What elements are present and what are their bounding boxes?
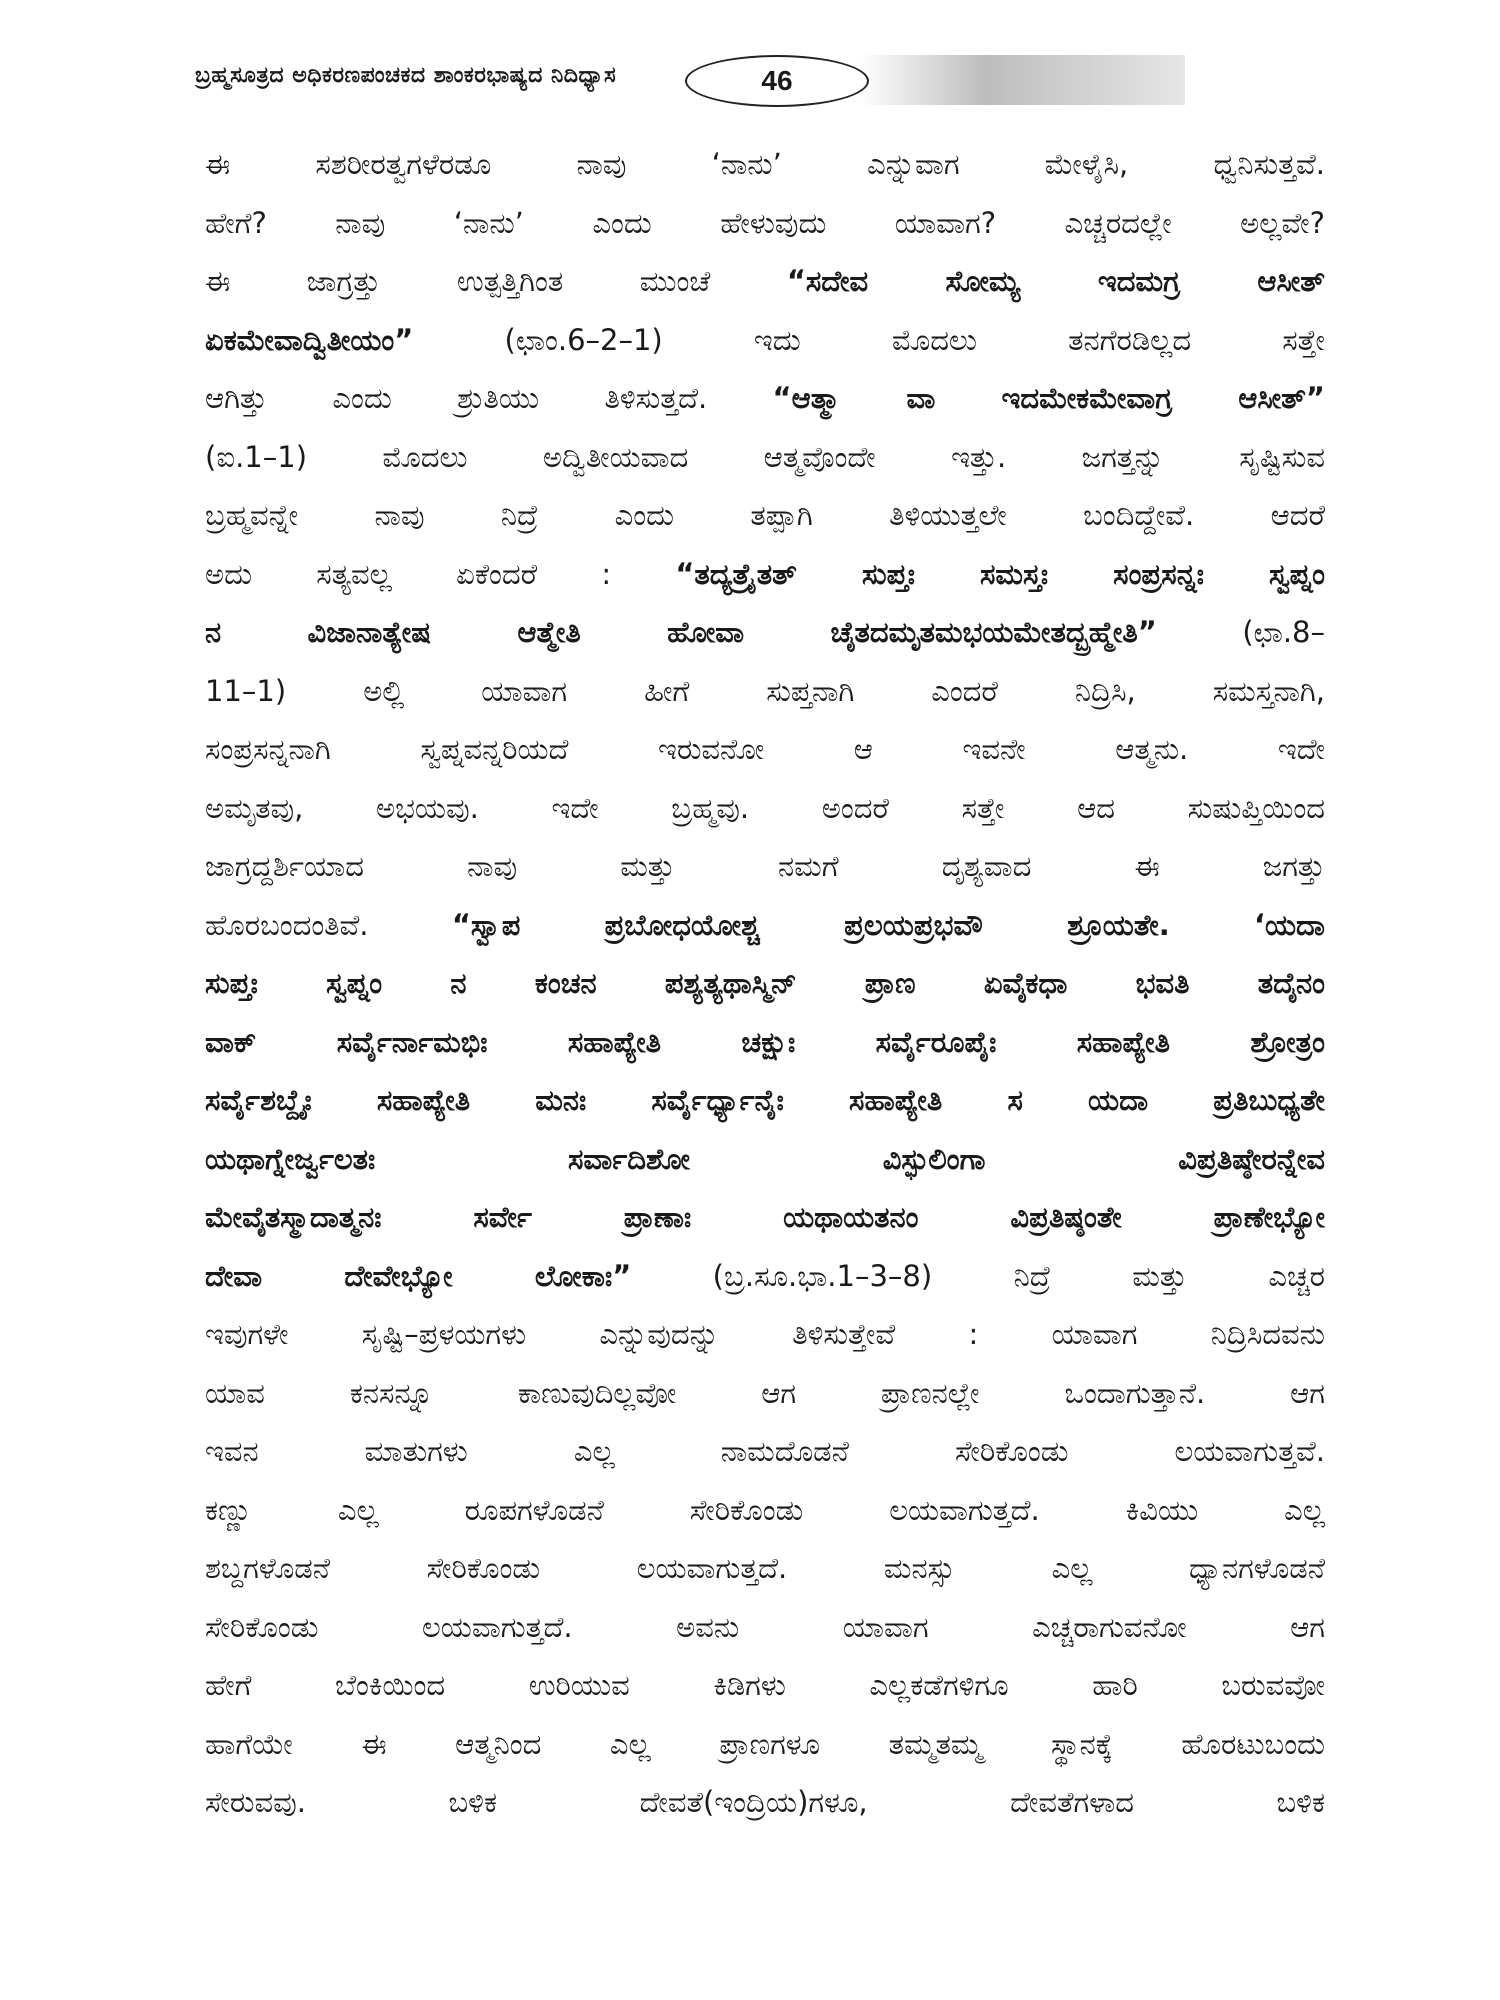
text-line xyxy=(205,720,1325,779)
page-header xyxy=(195,55,1195,115)
body-text xyxy=(205,135,1325,1832)
prose-text: ಈ ಸಶರೀರತ್ವಗಳೆರಡೂ ನಾವು ‘ನಾನು’ ಎನ್ನುವಾಗ ಮೇಳೈಸಿ, ಧ್ವನಿಸುತ್ತವೆ. xyxy=(205,147,1325,181)
text-line xyxy=(205,603,1325,662)
prose-text: ಅದು ಸತ್ಯವಲ್ಲ ಏಕೆಂದರೆ : xyxy=(205,556,676,591)
text-line xyxy=(205,1071,1325,1130)
quotation-text: ಸರ್ವೈಶಬ್ದೈಃ ಸಹಾಪ್ಯೇತಿ ಮನಃ ಸರ್ವೈರ್ಧ್ಯಾನೈಃ ಸಹಾಪ್ಯೇತಿ ಸ ಯದಾ ಪ್ರತಿಬುಧ್ಯತೇ xyxy=(205,1083,1325,1117)
text-line xyxy=(205,1481,1325,1540)
text-line xyxy=(205,1773,1325,1832)
text-line xyxy=(205,311,1325,370)
text-line xyxy=(205,1539,1325,1598)
text-line xyxy=(205,1130,1325,1189)
page-number-banner xyxy=(685,55,1185,105)
prose-text: ಇವನ ಮಾತುಗಳು ಎಲ್ಲ ನಾಮದೊಡನೆ ಸೇರಿಕೊಂಡು ಲಯವಾಗುತ್ತವೆ. xyxy=(205,1434,1325,1468)
prose-text: ಸೇರಿಕೊಂಡು ಲಯವಾಗುತ್ತದೆ. ಅವನು ಯಾವಾಗ ಎಚ್ಚರಾಗುವನೋ ಆಗ xyxy=(205,1609,1325,1644)
prose-text: (ಛಾ.8– xyxy=(1156,615,1325,649)
prose-text: (ಬ್ರ.ಸೂ.ಭಾ.1–3–8) ನಿದ್ರೆ ಮತ್ತು ಎಚ್ಚರ xyxy=(631,1258,1325,1293)
prose-text: ಹೇಗೆ? ನಾವು ‘ನಾನು’ ಎಂದು ಹೇಳುವುದು ಯಾವಾಗ? ಎಚ್ಚರದಲ್ಲೇ ಅಲ್ಲವೇ? xyxy=(205,205,1325,240)
prose-text: ಶಬ್ದಗಳೊಡನೆ ಸೇರಿಕೊಂಡು ಲಯವಾಗುತ್ತದೆ. ಮನಸ್ಸು ಎಲ್ಲ ಧ್ಯಾನಗಳೊಡನೆ xyxy=(205,1551,1325,1585)
text-line xyxy=(205,1364,1325,1423)
text-line xyxy=(205,954,1325,1013)
text-line xyxy=(205,1247,1325,1306)
text-line xyxy=(205,252,1325,311)
text-line xyxy=(205,545,1325,604)
text-line xyxy=(205,896,1325,955)
prose-text: ಈ ಜಾಗ್ರತ್ತು ಉತ್ಪತ್ತಿಗಿಂತ ಮುಂಚೆ xyxy=(205,264,787,298)
text-line xyxy=(205,1013,1325,1072)
quotation-text: “ಸದೇವ ಸೋಮ್ಯ ಇದಮಗ್ರ ಆಸೀತ್ xyxy=(786,264,1325,298)
prose-text: (ಐ.1–1) ಮೊದಲು ಅದ್ವಿತೀಯವಾದ ಆತ್ಮವೊಂದೇ ಇತ್ತು. ಜಗತ್ತನ್ನು ಸೃಷ್ಟಿಸುವ xyxy=(205,439,1325,474)
prose-text: ಆಗಿತ್ತು ಎಂದು ಶ್ರುತಿಯು ತಿಳಿಸುತ್ತದೆ. xyxy=(205,381,773,415)
prose-text: ಸಂಪ್ರಸನ್ನನಾಗಿ ಸ್ವಪ್ನವನ್ನರಿಯದೆ ಇರುವನೋ ಆ ಇವನೇ ಆತ್ಮನು. ಇದೇ xyxy=(205,732,1325,766)
text-line xyxy=(205,1305,1325,1364)
text-line xyxy=(205,486,1325,545)
text-line xyxy=(205,194,1325,253)
quotation-text: ಸುಪ್ತಃ ಸ್ವಪ್ನಂ ನ ಕಂಚನ ಪಶ್ಯತ್ಯಥಾಸ್ಮಿನ್ ಪ್ರಾಣ ಏವೈಕಧಾ ಭವತಿ ತದೈನಂ xyxy=(205,966,1325,1000)
text-line xyxy=(205,1422,1325,1481)
text-line xyxy=(205,1715,1325,1774)
prose-text: ಕಣ್ಣು ಎಲ್ಲ ರೂಪಗಳೊಡನೆ ಸೇರಿಕೊಂಡು ಲಯವಾಗುತ್ತದೆ. ಕಿವಿಯು ಎಲ್ಲ xyxy=(205,1492,1325,1527)
text-line xyxy=(205,1188,1325,1247)
prose-text: ಇವುಗಳೇ ಸೃಷ್ಟಿ–ಪ್ರಳಯಗಳು ಎನ್ನುವುದನ್ನು ತಿಳಿಸುತ್ತೇವೆ : ಯಾವಾಗ ನಿದ್ರಿಸಿದವನು xyxy=(205,1317,1325,1351)
page-number: 46 xyxy=(685,55,869,107)
prose-text: ಬ್ರಹ್ಮವನ್ನೇ ನಾವು ನಿದ್ರೆ ಎಂದು ತಪ್ಪಾಗಿ ತಿಳಿಯುತ್ತಲೇ ಬಂದಿದ್ದೇವೆ. ಆದರೆ xyxy=(205,498,1325,532)
text-line xyxy=(205,1656,1325,1715)
prose-text: ಜಾಗ್ರದ್ದರ್ಶಿಯಾದ ನಾವು ಮತ್ತು ನಮಗೆ ದೃಶ್ಯವಾದ ಈ ಜಗತ್ತು xyxy=(205,849,1325,883)
prose-text: ಯಾವ ಕನಸನ್ನೂ ಕಾಣುವುದಿಲ್ಲವೋ ಆಗ ಪ್ರಾಣನಲ್ಲೇ ಒಂದಾಗುತ್ತಾನೆ. ಆಗ xyxy=(205,1375,1325,1410)
quotation-text: “ತದ್ಯತ್ರೈತತ್ ಸುಪ್ತಃ ಸಮಸ್ತಃ ಸಂಪ್ರಸನ್ನಃ ಸ್ವಪ್ನಂ xyxy=(675,556,1325,591)
quotation-text: “ಸ್ವಾಪ ಪ್ರಬೋಧಯೋಶ್ಚ ಪ್ರಲಯಪ್ರಭವೌ ಶ್ರೂಯತೇ. ‘ಯದಾ xyxy=(451,907,1325,942)
prose-text: ಹೇಗೆ ಬೆಂಕಿಯಿಂದ ಉರಿಯುವ ಕಿಡಿಗಳು ಎಲ್ಲಕಡೆಗಳಿಗೂ ಹಾರಿ ಬರುವವೋ xyxy=(205,1668,1325,1702)
prose-text: 11–1) ಅಲ್ಲಿ ಯಾವಾಗ ಹೀಗೆ ಸುಪ್ತನಾಗಿ ಎಂದರೆ ನಿದ್ರಿಸಿ, ಸಮಸ್ತನಾಗಿ, xyxy=(205,673,1325,708)
prose-text: (ಛಾಂ.6–2–1) ಇದು ಮೊದಲು ತನಗೆರಡಿಲ್ಲದ ಸತ್ತೇ xyxy=(413,322,1325,357)
text-line xyxy=(205,837,1325,896)
text-line xyxy=(205,1598,1325,1657)
quotation-text: ನ ವಿಜಾನಾತ್ಯೇಷ ಆತ್ಮೇತಿ ಹೋವಾ ಚೈತದಮೃತಮಭಯಮೇತದ್ಬ್ರಹ್ಮೇತಿ” xyxy=(205,615,1157,649)
text-line xyxy=(205,428,1325,487)
quotation-text: ವಾಕ್ ಸರ್ವೈರ್ನಾಮಭಿಃ ಸಹಾಪ್ಯೇತಿ ಚಕ್ಷುಃ ಸರ್ವೈರೂಪೈಃ ಸಹಾಪ್ಯೇತಿ ಶ್ರೋತ್ರಂ xyxy=(205,1024,1325,1059)
text-line xyxy=(205,135,1325,194)
quotation-text: ಏಕಮೇವಾದ್ವಿತೀಯಂ” xyxy=(205,322,414,357)
text-line xyxy=(205,369,1325,428)
quotation-text: ಯಥಾಗ್ನೇರ್ಜ್ವಲತಃ ಸರ್ವಾದಿಶೋ ವಿಸ್ಫುಲಿಂಗಾ ವಿಪ್ರತಿಷ್ಠೇರನ್ನೇವ xyxy=(205,1141,1325,1176)
prose-text: ಅಮೃತವು, ಅಭಯವು. ಇದೇ ಬ್ರಹ್ಮವು. ಅಂದರೆ ಸತ್ತೇ ಆದ ಸುಷುಪ್ತಿಯಿಂದ xyxy=(205,790,1325,825)
quotation-text: ಮೇವೈತಸ್ಮಾದಾತ್ಮನಃ ಸರ್ವೇ ಪ್ರಾಣಾಃ ಯಥಾಯತನಂ ವಿಪ್ರತಿಷ್ಠಂತೇ ಪ್ರಾಣೇಭ್ಯೋ xyxy=(205,1200,1325,1234)
quotation-text: “ಆತ್ಮಾ ವಾ ಇದಮೇಕಮೇವಾಗ್ರ ಆಸೀತ್” xyxy=(772,381,1325,415)
prose-text: ಹಾಗೆಯೇ ಈ ಆತ್ಮನಿಂದ ಎಲ್ಲ ಪ್ರಾಣಗಳೂ ತಮ್ಮತಮ್ಮ ಸ್ಥಾನಕ್ಕೆ ಹೊರಟುಬಂದು xyxy=(205,1726,1325,1761)
prose-text: ಹೊರಬಂದಂತಿವೆ. xyxy=(205,907,452,942)
text-line xyxy=(205,662,1325,721)
prose-text: ಸೇರುವವು. ಬಳಿಕ ದೇವತೆ(ಇಂದ್ರಿಯ)ಗಳೂ, ದೇವತೆಗಳಾದ ಬಳಿಕ xyxy=(205,1785,1325,1819)
text-line xyxy=(205,779,1325,838)
running-title: ಬ್ರಹ್ಮಸೂತ್ರದ ಅಧಿಕರಣಪಂಚಕದ ಶಾಂಕರಭಾಷ್ಯದ ನಿದಿಧ್ಯಾಸ xyxy=(195,63,617,88)
quotation-text: ದೇವಾ ದೇವೇಭ್ಯೋ ಲೋಕಾಃ” xyxy=(205,1258,632,1293)
